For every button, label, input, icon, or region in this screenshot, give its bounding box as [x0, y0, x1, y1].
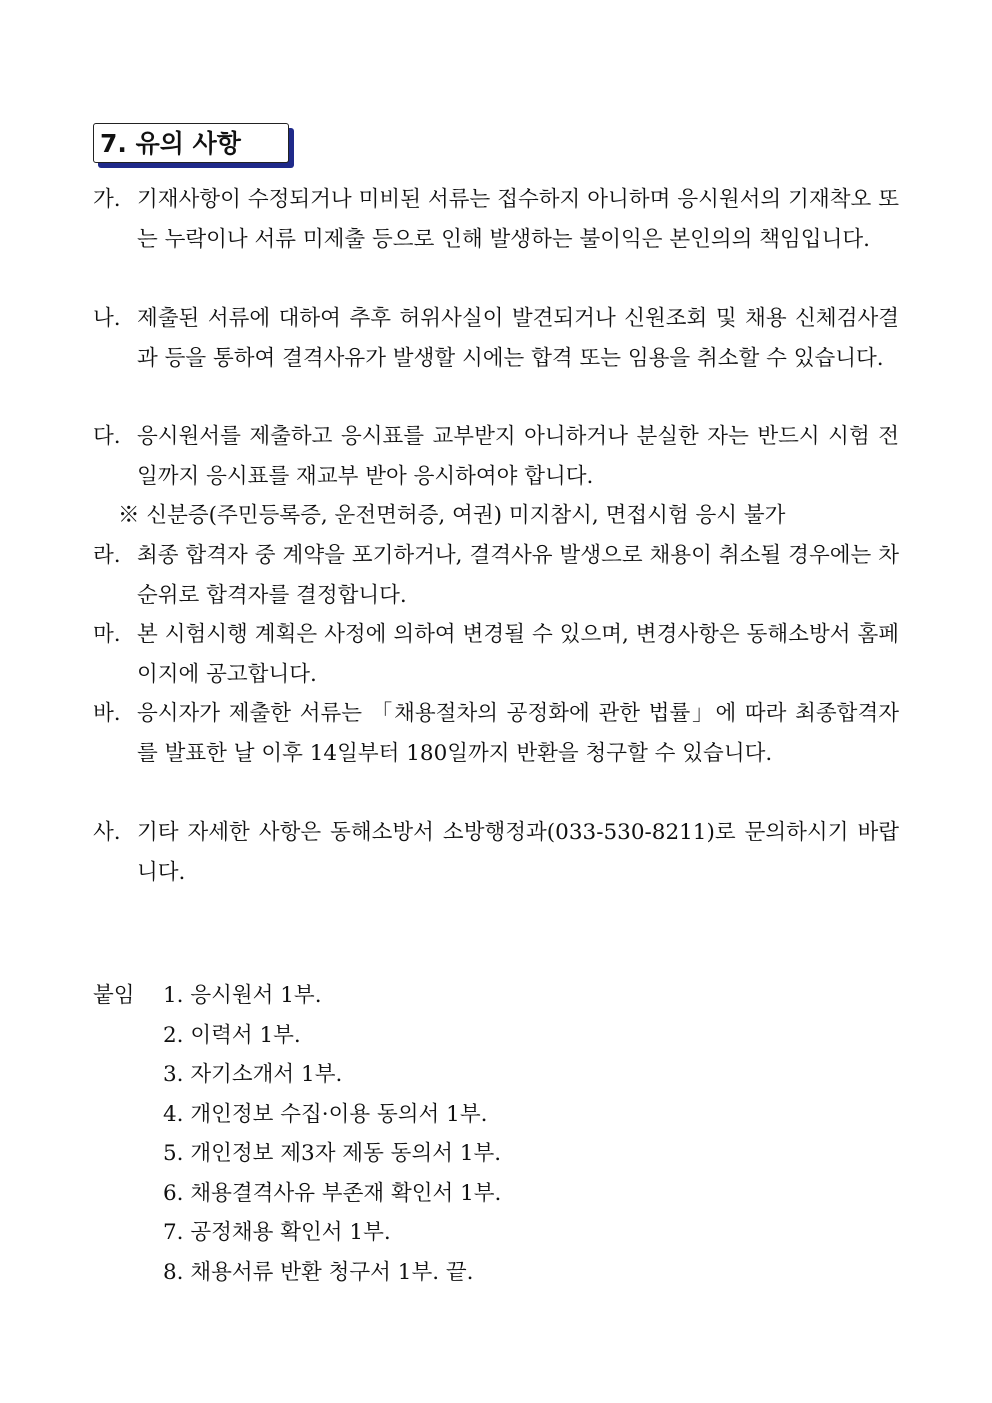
item-marker: 가.	[93, 187, 121, 212]
notice-item-ba	[93, 694, 899, 773]
attachment-item: 3. 자기소개서 1부.	[163, 1062, 343, 1087]
attachment-item: 5. 개인정보 제3자 제동 동의서 1부.	[163, 1141, 502, 1166]
notice-item-na	[93, 299, 899, 378]
attachment-item: 6. 채용결격사유 부존재 확인서 1부.	[163, 1180, 502, 1206]
attachment-item: 7. 공정채용 확인서 1부.	[163, 1220, 391, 1245]
attachment-item: 4. 개인정보 수집·이용 동의서 1부.	[163, 1101, 488, 1127]
attachments-list	[163, 976, 501, 1292]
notice-item-da	[93, 417, 899, 496]
item-marker: 마.	[93, 622, 121, 647]
attachments-label: 붙임	[93, 983, 135, 1008]
notice-item-ma	[93, 615, 899, 694]
item-marker: 사.	[93, 820, 121, 845]
item-marker: 바.	[93, 701, 121, 726]
notice-item-sa	[93, 813, 899, 892]
item-text: 응시자가 제출한 서류는 「채용절차의 공정화에 관한 법률」에 따라 최종합격자를 발표한 날 이후 14일부터 180일까지 반환을 청구할 수 있습니다.	[137, 701, 899, 766]
section-title: 7. 유의 사항	[93, 123, 289, 163]
item-text: 최종 합격자 중 계약을 포기하거나, 결격사유 발생으로 채용이 취소될 경우에는 차순위로 합격자를 결정합니다.	[137, 543, 899, 608]
item-marker: 나.	[93, 306, 121, 331]
item-text: 기타 자세한 사항은 동해소방서 소방행정과(033-530-8211)로 문의하시기 바랍니다.	[137, 820, 899, 885]
attachment-item: 2. 이력서 1부.	[163, 1022, 301, 1048]
item-text: 제출된 서류에 대하여 추후 허위사실이 발견되거나 신원조회 및 채용 신체검사결과 등을 통하여 결격사유가 발생할 시에는 합격 또는 임용을 취소할 수 있습니다.	[137, 306, 899, 371]
item-text: 응시원서를 제출하고 응시표를 교부받지 아니하거나 분실한 자는 반드시 시험 전일까지 응시표를 재교부 받아 응시하여야 합니다.	[137, 424, 899, 489]
item-text: 기재사항이 수정되거나 미비된 서류는 접수하지 아니하며 응시원서의 기재착오 또는 누락이나 서류 미제출 등으로 인해 발생하는 불이익은 본인의의 책임입니다.	[137, 187, 899, 252]
attachment-item: 8. 채용서류 반환 청구서 1부. 끝.	[163, 1259, 474, 1285]
notice-item-ga	[93, 180, 899, 259]
id-requirement-note: ※ 신분증(주민등록증, 운전면허증, 여권) 미지참시, 면접시험 응시 불가	[118, 503, 786, 528]
attachment-item: 1. 응시원서 1부.	[163, 983, 322, 1008]
notice-item-ra	[93, 536, 899, 615]
item-marker: 라.	[93, 543, 121, 568]
item-text: 본 시험시행 계획은 사정에 의하여 변경될 수 있으며, 변경사항은 동해소방서 홈페이지에 공고합니다.	[137, 622, 899, 687]
item-marker: 다.	[93, 424, 121, 449]
